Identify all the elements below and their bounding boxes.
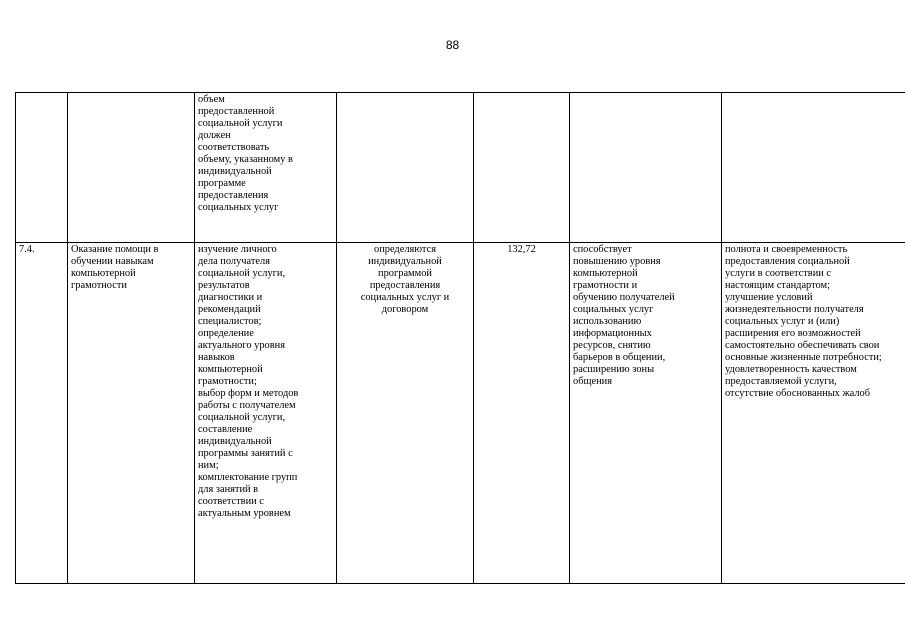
text-line: комплектование групп <box>198 472 298 483</box>
text-line: объем <box>198 94 225 105</box>
text-line: настоящим стандартом; <box>725 280 830 291</box>
cell-service-effect <box>570 93 722 243</box>
text-line: удовлетворенность качеством <box>725 364 857 375</box>
text-line: социальной услуги, <box>198 268 286 279</box>
text-line: составление <box>198 424 253 435</box>
cell-quality-criteria <box>722 243 905 584</box>
text-line: должен <box>198 130 231 141</box>
text-line: социальных услуг и (или) <box>725 316 840 327</box>
text-line: обучению получателей <box>573 292 675 303</box>
text-line: полнота и своевременность <box>725 244 848 255</box>
text-line: улучшение условий <box>725 292 813 303</box>
text-line: предоставления <box>198 190 269 201</box>
text-line: грамотности; <box>198 376 257 387</box>
text-line: предоставляемой услуги, <box>725 376 837 387</box>
services-table <box>15 92 905 584</box>
text-line: самостоятельно обеспечивать свои <box>725 340 880 351</box>
text-line: индивидуальной <box>198 166 272 177</box>
text-line: программой <box>378 268 432 279</box>
text-line: отсутствие обоснованных жалоб <box>725 388 871 399</box>
cell-service-description <box>195 93 337 243</box>
text-line: рекомендаций <box>198 304 261 315</box>
text-line: грамотности <box>71 280 127 291</box>
text-line: основные жизненные потребности; <box>725 352 882 363</box>
text-line: компьютерной <box>71 268 136 279</box>
text-line: грамотности и <box>573 280 638 291</box>
text-line: для занятий в <box>198 484 259 495</box>
text-line: социальной услуги <box>198 118 283 129</box>
text-line: определяются <box>374 244 436 255</box>
text-line: объему, указанному в <box>198 154 293 165</box>
cell-service-price: 132,72 <box>474 243 570 584</box>
text-line: диагностики и <box>198 292 263 303</box>
cell-service-description <box>195 243 337 584</box>
cell-number: 7.4. <box>16 243 68 584</box>
text-line: использованию <box>573 316 642 327</box>
text-line: договором <box>381 304 429 315</box>
cell-service-name <box>68 93 195 243</box>
text-line: способствует <box>573 244 632 255</box>
text-line: общения <box>573 376 612 387</box>
text-line: навыков <box>198 352 235 363</box>
text-line: программы занятий с <box>198 448 293 459</box>
text-line: жизнедеятельности получателя <box>725 304 864 315</box>
text-line: повышению уровня <box>573 256 661 267</box>
text-line: предоставления <box>369 280 441 291</box>
table-row-continuation <box>16 93 905 243</box>
text-line: социальных услуг <box>198 202 279 213</box>
text-line: социальных услуг <box>573 304 654 315</box>
text-line: соответствии с <box>198 496 264 507</box>
text-line: социальных услуг и <box>360 292 450 303</box>
text-line: расширения его возможностей <box>725 328 861 339</box>
text-line: компьютерной <box>198 364 263 375</box>
text-line: обучении навыкам <box>71 256 154 267</box>
page-number: 88 <box>445 38 460 52</box>
text-line: расширению зоны <box>573 364 655 375</box>
cell-number <box>16 93 68 243</box>
text-line: индивидуальной <box>198 436 272 447</box>
text-line: работы с получателем <box>198 400 296 411</box>
text-line: информационных <box>573 328 652 339</box>
cell-service-name <box>68 243 195 584</box>
text-line: изучение личного <box>198 244 277 255</box>
cell-service-volume <box>337 93 474 243</box>
text-line: ним; <box>198 460 219 471</box>
cell-service-volume <box>337 243 474 584</box>
text-line: предоставления социальной <box>725 256 850 267</box>
text-line: актуального уровня <box>198 340 285 351</box>
text-line: ресурсов, снятию <box>573 340 651 351</box>
text-line: компьютерной <box>573 268 638 279</box>
cell-quality-criteria <box>722 93 905 243</box>
text-line: программе <box>198 178 246 189</box>
text-line: дела получателя <box>198 256 270 267</box>
table-row-7-4 <box>16 243 905 584</box>
text-line: барьеров в общении, <box>573 352 666 363</box>
cell-service-price <box>474 93 570 243</box>
text-line: Оказание помощи в <box>71 244 159 255</box>
text-line: услуги в соответствии с <box>725 268 832 279</box>
text-line: специалистов; <box>198 316 262 327</box>
text-line: индивидуальной <box>368 256 442 267</box>
text-line: актуальным уровнем <box>198 508 291 519</box>
text-line: соответствовать <box>198 142 270 153</box>
cell-service-effect <box>570 243 722 584</box>
text-line: результатов <box>198 280 250 291</box>
text-line: предоставленной <box>198 106 275 117</box>
text-line: выбор форм и методов <box>198 388 299 399</box>
text-line: социальной услуги, <box>198 412 286 423</box>
text-line: определение <box>198 328 254 339</box>
